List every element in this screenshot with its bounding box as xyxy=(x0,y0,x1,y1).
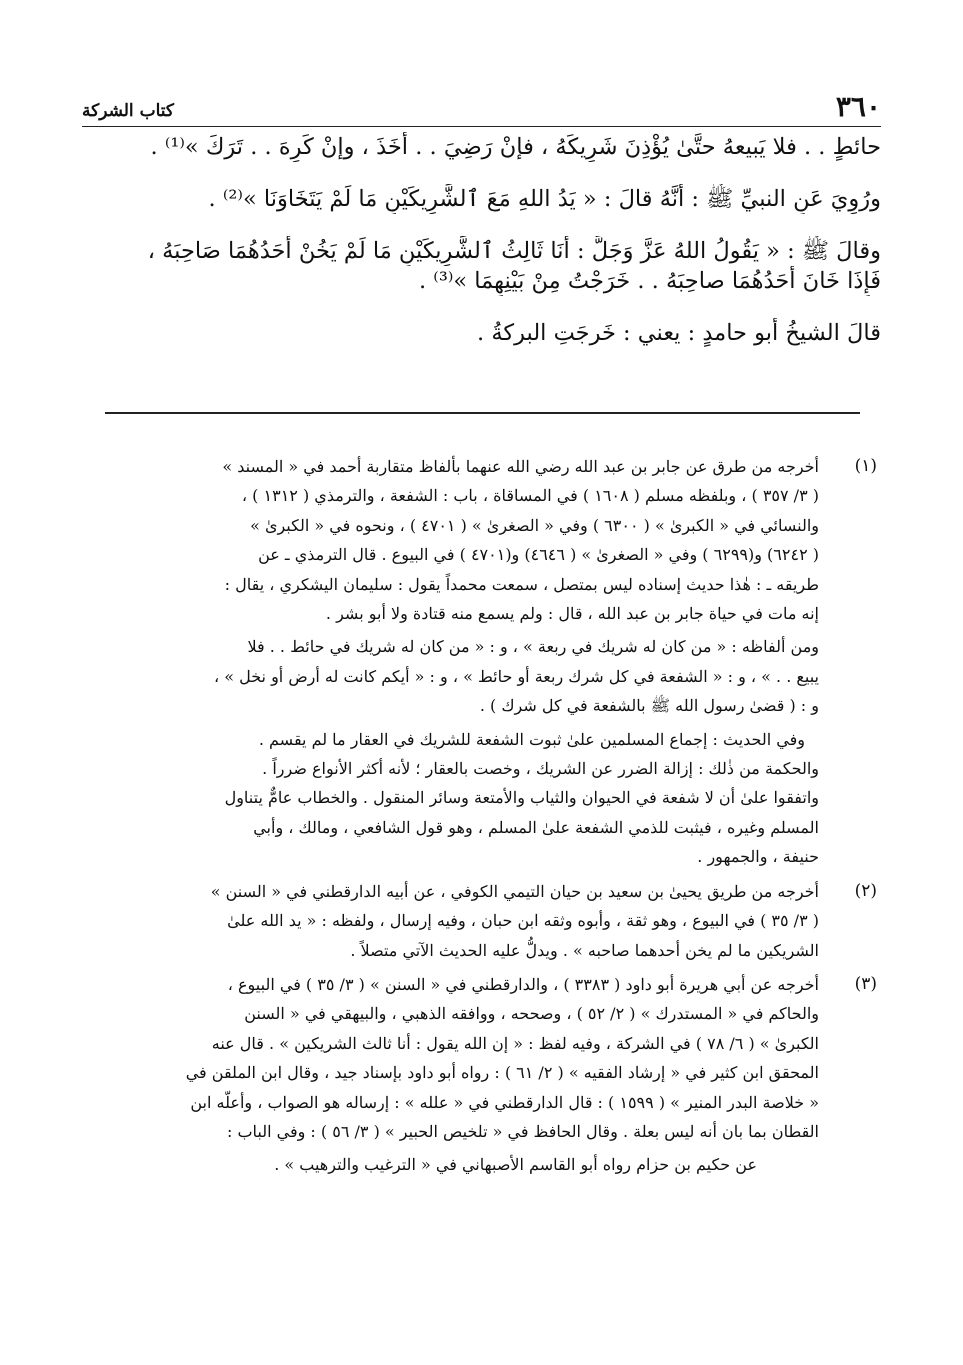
main-line: ورُوِيَ عَنِ النبيِّ ﷺ : أَنَّهُ قالَ : « يَدُ اللهِ مَعَ ٱلشَّرِيكَيْنِ مَا لَمْ يَتَخَاوَنَا »⁽²⁾ . xyxy=(208,186,881,212)
footnote-line: ( ٦٢٤٢) و(٦٢٩٩ ) وفي « الصغرىٰ » ( ٤٦٤٦) و(٤٧٠١ ) في البيوع . قال الترمذي ـ عن xyxy=(258,545,819,565)
page-header xyxy=(82,88,881,127)
footnote-line: الكبرىٰ » ( ٦/ ٧٨ ) في الشركة ، وفيه لفظ : « إن الله يقول : أنا ثالث الشريكين » . قال عنه xyxy=(211,1033,819,1053)
footnote-line: والحكمة من ذٰلك : إزالة الضرر عن الشريك ، وخصت بالعقار ؛ لأنه أكثر الأنواع ضرراً . xyxy=(262,759,819,779)
footnote-number: (٣) xyxy=(854,973,877,994)
page-number: ٣٦٠ xyxy=(835,90,881,123)
footnote-2 xyxy=(82,877,881,965)
footnote-line: والنسائي في « الكبرىٰ » ( ٦٣٠٠ ) وفي « الصغرىٰ » ( ٤٧٠١ ) ، ونحوه في « الكبرىٰ » xyxy=(250,515,819,535)
footnote-number: (٢) xyxy=(854,880,877,901)
footnote-line: طريقه ـ : هٰذا حديث إسناده ليس بمتصل ، سمعت محمداً يقول : سليمان اليشكري ، يقال : xyxy=(224,574,819,594)
footnote-line: أخرجه من طرق عن جابر بن عبد الله رضي الله عنهما بألفاظ متقاربة أحمد في « المسند » xyxy=(222,457,819,476)
main-line: حائطٍ . . فلا يَبيعهُ حتَّىٰ يُؤْذِنَ شَرِيكَهُ ، فإنْ رَضِيَ . . أَخَذَ ، وإنْ كَرِهَ . . تَرَكَ »⁽¹⁾ . xyxy=(150,134,881,160)
main-line: قالَ الشيخُ أبو حامدٍ : يعني : خَرجَتِ البركةُ . xyxy=(477,320,881,346)
footnote-line: حنيفة ، والجمهور . xyxy=(697,847,819,867)
footnote-line: أخرجه من طريق يحيىٰ بن سعيد بن حيان التيمي الكوفي ، عن أبيه الدارقطني في « السنن » xyxy=(210,881,819,901)
footnote-line: « خلاصة البدر المنير » ( ١٥٩٩ ) : قال الدارقطني في « علله » : إرساله هو الصواب ، وأعلّه ابن xyxy=(190,1092,819,1112)
main-text xyxy=(130,132,881,348)
footnote-line: المسلم وغيره ، فيثبت للذمي الشفعة علىٰ المسلم ، وهو قول الشافعي ، ومالك ، وأبي xyxy=(253,817,819,837)
footnote-line: القطان بما بان أنه ليس بعلة . وقال الحافظ في « تلخيص الحبير » ( ٣/ ٥٦ ) : وفي الباب : xyxy=(226,1121,819,1141)
footnote-line: ( ٣/ ٣٥ ) في البيوع ، وهو ثقة ، وأبوه وثقه ابن حبان ، وفيه إرسال ، ولفظه : « يد الله علىٰ xyxy=(227,911,819,931)
footnote-body xyxy=(82,877,819,965)
footnote-line: ومن ألفاظه : « من كان له شريك في ربعة » ، و : « من كان له شريك في حائط . . فلا xyxy=(247,637,819,657)
main-line: وقالَ ﷺ : « يَقُولُ اللهُ عَزَّ وَجَلَّ : أَنَا ثَالِثُ ٱلشَّرِيكَيْنِ مَا لَمْ يَخُنْ أَحَدُهُمَا صَاحِبَهُ ، xyxy=(147,238,881,264)
footnote-1 xyxy=(82,452,881,872)
footnote-line: ( ٣/ ٣٥٧ ) ، وبلفظه مسلم ( ١٦٠٨ ) في المساقاة ، باب : الشفعة ، والترمذي ( ١٣١٢ ) ، xyxy=(241,486,819,506)
footnote-divider xyxy=(105,412,860,414)
footnote-number: (١) xyxy=(854,456,877,476)
footnote-3 xyxy=(82,970,881,1180)
footnote-line: يبيع . . » ، و : « الشفعة في كل شرك ربعة أو حائط » ، و : « أيكم كانت له أرض أو نخل » ، xyxy=(213,666,819,686)
footnote-line: إنه مات في حياة جابر بن عبد الله ، قال : ولم يسمع منه قتادة ولا أبو بشر . xyxy=(325,604,819,624)
footnote-body xyxy=(82,970,819,1180)
footnote-line: عن حكيم بن حزام رواه أبو القاسم الأصبهاني في « الترغيب والترهيب » . xyxy=(274,1155,757,1175)
running-title: كتاب الشركة xyxy=(82,101,174,121)
footnote-line: و : ( قضىٰ رسول الله ﷺ بالشفعة في كل شرك ) . xyxy=(479,696,819,716)
footnote-line: المحقق ابن كثير في « إرشاد الفقيه » ( ٢/ ٦١ ) : رواه أبو داود بإسناد جيد ، وقال ابن الملقن في xyxy=(185,1063,819,1083)
footnote-line: وفي الحديث : إجماع المسلمين علىٰ ثبوت الشفعة للشريك في العقار ما لم يقسم . xyxy=(258,729,805,749)
footnote-body xyxy=(82,452,819,872)
footnotes xyxy=(82,452,881,1185)
footnote-line: والحاكم في « المستدرك » ( ٢/ ٥٢ ) ، وصححه ، ووافقه الذهبي ، والبيهقي في « السنن xyxy=(244,1004,819,1024)
footnote-line: الشريكين ما لم يخن أحدهما صاحبه » . ويدلُّ عليه الحديث الآتي متصلاً . xyxy=(350,940,819,960)
main-line: فَإِذَا خَانَ أَحَدُهُمَا صاحِبَهُ . . خَرَجْتُ مِنْ بَيْنِهِمَا »⁽³⁾ . xyxy=(418,268,881,294)
footnote-line: واتفقوا علىٰ أن لا شفعة في الحيوان والثياب والأمتعة وسائر المنقول . والخطاب عامٌّ يتناول xyxy=(224,788,819,808)
footnote-line: أخرجه عن أبي هريرة أبو داود ( ٣٣٨٣ ) ، والدارقطني في « السنن » ( ٣/ ٣٥ ) في البيوع ، xyxy=(227,974,819,994)
